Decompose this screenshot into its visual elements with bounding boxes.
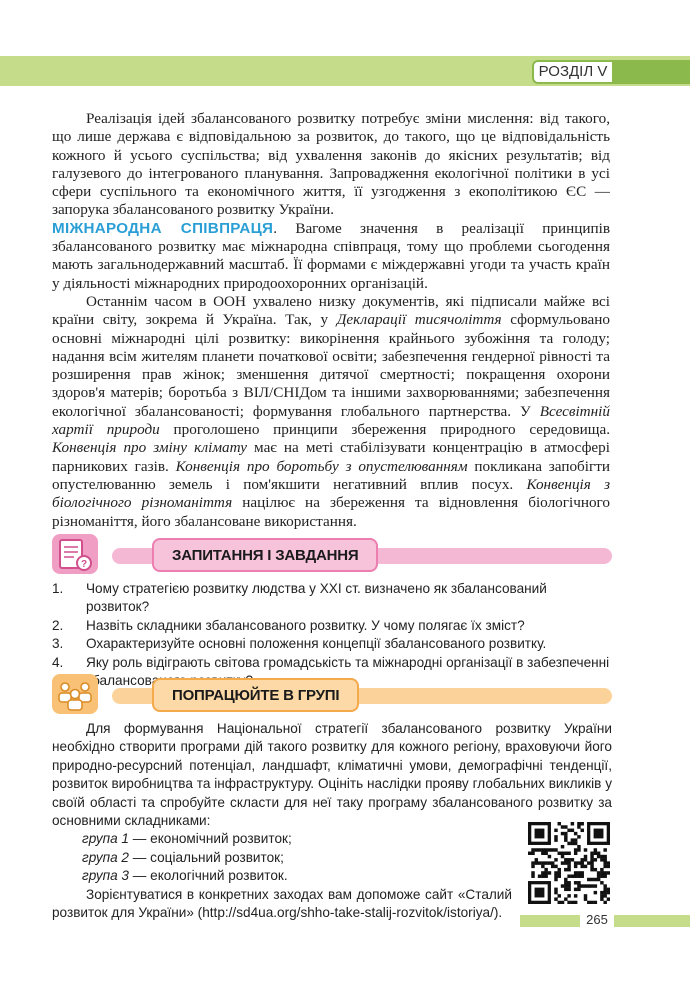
main-text — [52, 110, 610, 531]
paragraph-3: Останнім часом в ООН ухвалено низку документів, які підписали майже всі країни світу, зокрема й Україна. Так, у Декларації тисячоліття сформульовано основні міжнародні цілі розвитку: викорінення крайнього зубожіння та голоду; надання всім жителям планети початкової освіти; забезпечення гендерної рівності та розширення прав жінок; зменшення дитячої смертності; покращення охорони здоров'я матерів; боротьба з ВІЛ/СНІДом та іншими захворюваннями; забезпечення екологічної збалансованості; формування глобального партнерства. У Всесвітній хартії природи проголошено принципи збереження природного середовища. Конвенція про зміну клімату має на меті стабілізувати концентрацію в атмосфері парникових газів. Конвенція про боротьбу з опустелюванням покликана запобігти опустелюванню земель і пом'якшити негативний вплив посух. Конвенція з біологічного різноманіття націлює на збереження та відновлення біологічного різноманіття, його збалансоване використання. — [52, 292, 611, 530]
group-work-title: ПОПРАЦЮЙТЕ В ГРУПІ — [152, 678, 359, 712]
group-intro: Для формування Національної стратегії збалансованого розвитку України необхідно створити програми дій такого розвитку для кожного регіону, враховуючи його природно-ресурсний потенціал, ландшафт, кліматичні умови, демографічні тенденції, розвиток виробництва та інфраструктуру. Оцініть наслідки прояву глобальних викликів у своїй області та спробуйте скласти для неї таку програму збалансованого розвитку за основними складниками: — [52, 721, 612, 829]
list-item: 4. Яку роль відіграють світова громадськість та міжнародні організації в забезпеченні збалансованого — [52, 654, 610, 689]
section-label: РОЗДІЛ V — [538, 63, 608, 80]
svg-text:?: ? — [80, 559, 88, 570]
paragraph-1: Реалізація ідей збалансованого розвитку потребує зміни мислення: від такого, що лише держава є відповідальною за розвиток, до такого, що це відповідальність кожного й усього суспільства; від ухвалення законів до якісних результатів; від галузевого до інтегрованого планування. Запровадження екологічної політики в усі сфери суспільного та економічного життя, її узгодження з екополітикою ЄС — запорука збалансованого розвитку України. — [52, 110, 610, 219]
group-item: група 1 — економічний розвиток; — [82, 831, 292, 847]
group-work-header — [52, 674, 612, 716]
paragraph-2: МІЖНАРОДНА СПІВПРАЦЯ. Вагоме значення в реалізації принципів збалансованого розвитку має міжнародна співпраця, тому що проблеми сьогодення мають загальнодержавний масштаб. Її формами є міждержавні угоди та участь країн у діяльності міжнародних природоохоронних організацій. — [52, 219, 610, 292]
people-group-icon — [52, 674, 98, 714]
questions-header — [52, 534, 612, 576]
page-number: 265 — [580, 910, 614, 930]
document-question-icon — [52, 534, 98, 574]
list-item: 2. Назвіть складники збалансованого розвитку. У чому полягає їх зміст? — [52, 617, 525, 633]
qr-code-icon[interactable] — [528, 822, 610, 904]
questions-title: ЗАПИТАННЯ І ЗАВДАННЯ — [152, 538, 378, 572]
list-item: 3. Охарактеризуйте основні положення концепції збалансованого розвитку. — [52, 636, 547, 652]
group-outro: Зорієнтуватися в конкретних заходах вам допоможе сайт «Сталий розвиток для України» (http://sd4ua.org/shho-take-stalij-rozvitok/istoriya/). — [52, 886, 512, 921]
group-item: група 2 — соціальний розвиток; — [82, 849, 284, 865]
group-item: група 3 — екологічний розвиток. — [82, 868, 288, 884]
section-tab — [532, 60, 612, 84]
intl-cooperation-heading: МІЖНАРОДНА СПІВПРАЦЯ — [52, 219, 274, 237]
list-item: 1. Чому стратегією розвитку людства у XXI ст. визначено як збалансований розвиток? — [52, 581, 547, 615]
